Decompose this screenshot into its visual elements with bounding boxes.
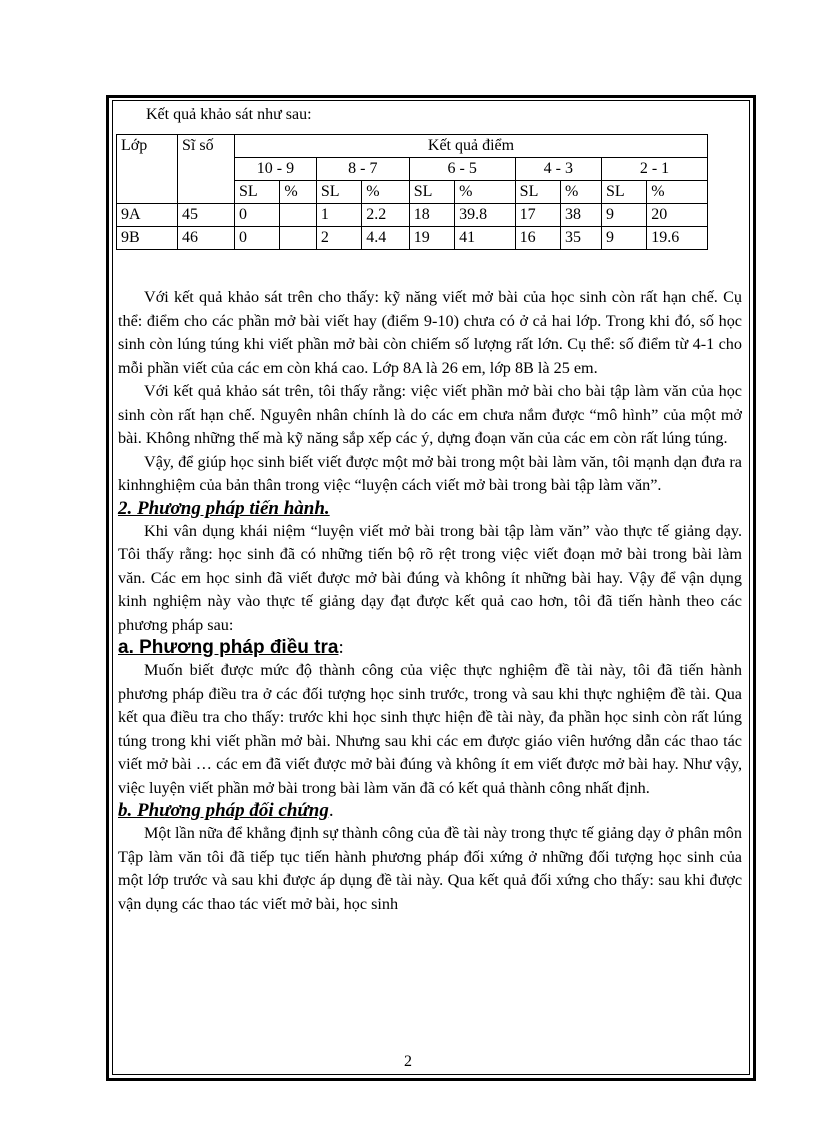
paragraph-1: Với kết quả khảo sát trên cho thấy: kỹ năng viết mở bài của học sinh còn rất hạn chế. Cụ thể: điểm cho các phần mở bài viết hay (điểm 9-10) chưa có ở cả hai lớp. Trong khi đó, số học sinh còn lúng túng khi viết phần mở bài còn chiếm số lượng rất lớn. Cụ thể: số điểm từ 4-1 cho mỗi phần viết của các em còn khá cao. Lớp 8A là 26 em, lớp 8B là 25 em. (118, 288, 742, 377)
sub-header-sl: SL (601, 181, 646, 204)
table-row (117, 227, 708, 250)
sub-header-pct: % (647, 181, 708, 204)
cell-value: 18 (409, 204, 454, 227)
sub-header-sl: SL (515, 181, 560, 204)
subheading-a: a. Phương pháp điều tra (118, 637, 339, 658)
paragraph-4: Khi vân dụng khái niệm “luyện viết mở bài trong bài tập làm văn” vào thực tế giảng dạy. Tôi thấy rằng: học sinh đã có những tiến bộ rõ rệt trong việc viết đoạn mở bài trong bài làm văn. Các em học sinh đã viết được mở bài đúng và không ít những bài hay. Vậy để vận dụng kinh nghiệm này vào thực tế giảng dạy đạt được kết quả cao hơn, tôi đã tiến hành theo các phương pháp sau: (118, 521, 742, 634)
sub-header-pct: % (561, 181, 602, 204)
subheading-b: b. Phương pháp đối chứng (118, 800, 329, 821)
group-header: 4 - 3 (515, 158, 601, 181)
cell-value: 0 (235, 204, 280, 227)
cell-value: 4.4 (362, 227, 410, 250)
cell-value: 2.2 (362, 204, 410, 227)
sub-header-pct: % (280, 181, 317, 204)
cell-value: 2 (316, 227, 361, 250)
paragraph-2: Với kết quả khảo sát trên, tôi thấy rằng: việc viết phần mở bài cho bài tập làm văn của học sinh còn rất hạn chế. Nguyên nhân chính là do các em chưa nắm được “mô hình” của một mở bài. Không những thế mà kỹ năng sắp xếp các ý, dựng đoạn văn của các em còn rất lúng túng. (118, 382, 742, 447)
cell-lop: 9B (117, 227, 178, 250)
survey-section (114, 104, 748, 250)
paragraph-6: Một lần nữa để khẳng định sự thành công của đề tài này trong thực tế giảng dạy ở phân môn Tập làm văn tôi đã tiếp tục tiến hành phương pháp đối xứng ở những đối tượng học sinh của một lớp trước và sau khi được áp dụng đề tài này. Qua kết quả đối xứng cho thấy: sau khi được vận dụng các thao tác viết mở bài, học sinh (118, 824, 742, 913)
cell-value: 0 (235, 227, 280, 250)
cell-value: 19 (409, 227, 454, 250)
header-siso: Sĩ số (178, 135, 235, 204)
sub-header-pct: % (362, 181, 410, 204)
sub-header-sl: SL (409, 181, 454, 204)
cell-value (280, 204, 317, 227)
body-text (118, 286, 742, 916)
cell-siso: 46 (178, 227, 235, 250)
group-header: 8 - 7 (316, 158, 409, 181)
cell-value: 9 (601, 227, 646, 250)
survey-intro: Kết quả khảo sát như sau: (146, 106, 312, 123)
sub-header-sl: SL (235, 181, 280, 204)
cell-value: 20 (647, 204, 708, 227)
cell-value: 38 (561, 204, 602, 227)
cell-value (280, 227, 317, 250)
subheading-b-line (118, 800, 742, 822)
group-header: 10 - 9 (235, 158, 317, 181)
cell-value: 19.6 (647, 227, 708, 250)
cell-value: 39.8 (455, 204, 516, 227)
paragraph-3: Vậy, để giúp học sinh biết viết được một mở bài trong một bài làm văn, tôi mạnh dạn đưa ra kinhnghiệm của bản thân trong việc “luyện cách viết mở bài trong bài tập làm văn”. (118, 452, 742, 494)
subheading-a-line (118, 637, 742, 659)
section-heading-2: 2. Phương pháp tiến hành. (118, 497, 330, 519)
sub-header-pct: % (455, 181, 516, 204)
cell-value: 17 (515, 204, 560, 227)
cell-lop: 9A (117, 204, 178, 227)
cell-siso: 45 (178, 204, 235, 227)
page-number: 2 (404, 1053, 412, 1070)
table-row (117, 204, 708, 227)
cell-value: 35 (561, 227, 602, 250)
header-lop: Lớp (117, 135, 178, 204)
sub-header-sl: SL (316, 181, 361, 204)
cell-value: 1 (316, 204, 361, 227)
subheading-a-colon: : (338, 637, 344, 658)
header-ketqua: Kết quả điểm (235, 135, 708, 158)
paragraph-5: Muốn biết được mức độ thành công của việc thực nghiệm đề tài này, tôi đã tiến hành phương pháp điều tra ở các đối tượng học sinh trước, trong và sau khi thực nghiệm đề tài. Qua kết qua điều tra cho thấy: trước khi học sinh thực hiện đề tài này, đa phần học sinh còn rất lúng túng trong khi viết phần mở bài. Nhưng sau khi các em được giáo viên hướng dẫn các thao tác viết mở bài … các em đã viết được mở bài đúng và không ít em viết được mở bài hay. Như vậy, việc luyện viết phần mở bài trong bài làm văn đã có kết quả thành công nhất định. (118, 661, 742, 797)
cell-value: 16 (515, 227, 560, 250)
results-table (116, 134, 708, 250)
group-header: 2 - 1 (601, 158, 707, 181)
cell-value: 41 (455, 227, 516, 250)
cell-value: 9 (601, 204, 646, 227)
subheading-b-period: . (328, 800, 334, 821)
table-header-row (117, 135, 708, 158)
group-header: 6 - 5 (409, 158, 515, 181)
